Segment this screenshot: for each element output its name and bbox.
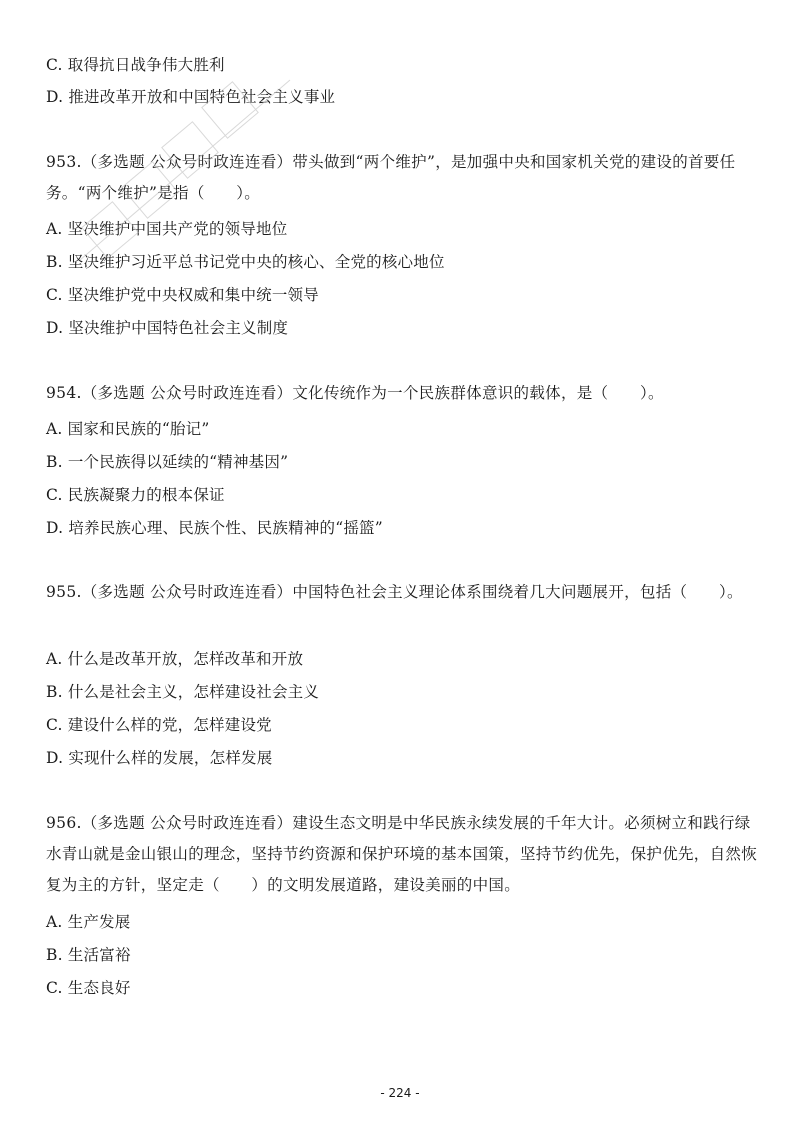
question-954-stem: 954.（多选题 公众号时政连连看）文化传统作为一个民族群体意识的载体，是（ ）。 xyxy=(46,384,664,402)
page-number: - 224 - xyxy=(380,1086,420,1100)
question-953-option-b: B. 坚决维护习近平总书记党中央的核心、全党的核心地位 xyxy=(46,253,445,271)
question-956-stem: 956.（多选题 公众号时政连连看）建设生态文明是中华民族永续发展的千年大计。必须树立和践行绿水青山就是金山银山的理念，坚持节约资源和保护环境的基本国策，坚持节约优先，保护优先，自然恢复为主的方针，坚定走（ ）的文明发展道路，建设美丽的中国。 xyxy=(46,814,758,894)
question-953-option-d: D. 坚决维护中国特色社会主义制度 xyxy=(46,319,289,337)
option-c-carryover: C. 取得抗日战争伟大胜利 xyxy=(46,56,225,74)
question-954-option-d: D. 培养民族心理、民族个性、民族精神的“摇篮” xyxy=(46,519,383,537)
question-956-option-c: C. 生态良好 xyxy=(46,979,131,997)
question-955-option-b: B. 什么是社会主义，怎样建设社会主义 xyxy=(46,683,320,701)
option-d-carryover: D. 推进改革开放和中国特色社会主义事业 xyxy=(46,88,336,106)
question-954-option-a: A. 国家和民族的“胎记” xyxy=(46,420,210,438)
question-953-option-a: A. 坚决维护中国共产党的领导地位 xyxy=(46,220,288,238)
question-954-option-b: B. 一个民族得以延续的“精神基因” xyxy=(46,453,289,471)
question-955-stem: 955.（多选题 公众号时政连连看）中国特色社会主义理论体系围绕着几大问题展开，包括（ ）。 xyxy=(46,583,743,601)
question-954-option-c: C. 民族凝聚力的根本保证 xyxy=(46,486,225,504)
question-956-option-b: B. 生活富裕 xyxy=(46,946,131,964)
question-953-stem: 953.（多选题 公众号时政连连看）带头做到“两个维护”，是加强中央和国家机关党的建设的首要任务。“两个维护”是指（ ）。 xyxy=(46,153,736,202)
question-953-option-c: C. 坚决维护党中央权威和集中统一领导 xyxy=(46,286,319,304)
question-956-option-a: A. 生产发展 xyxy=(46,913,131,931)
question-955-option-a: A. 什么是改革开放，怎样改革和开放 xyxy=(46,650,304,668)
question-955-option-d: D. 实现什么样的发展，怎样发展 xyxy=(46,749,273,767)
question-955-option-c: C. 建设什么样的党，怎样建设党 xyxy=(46,716,272,734)
